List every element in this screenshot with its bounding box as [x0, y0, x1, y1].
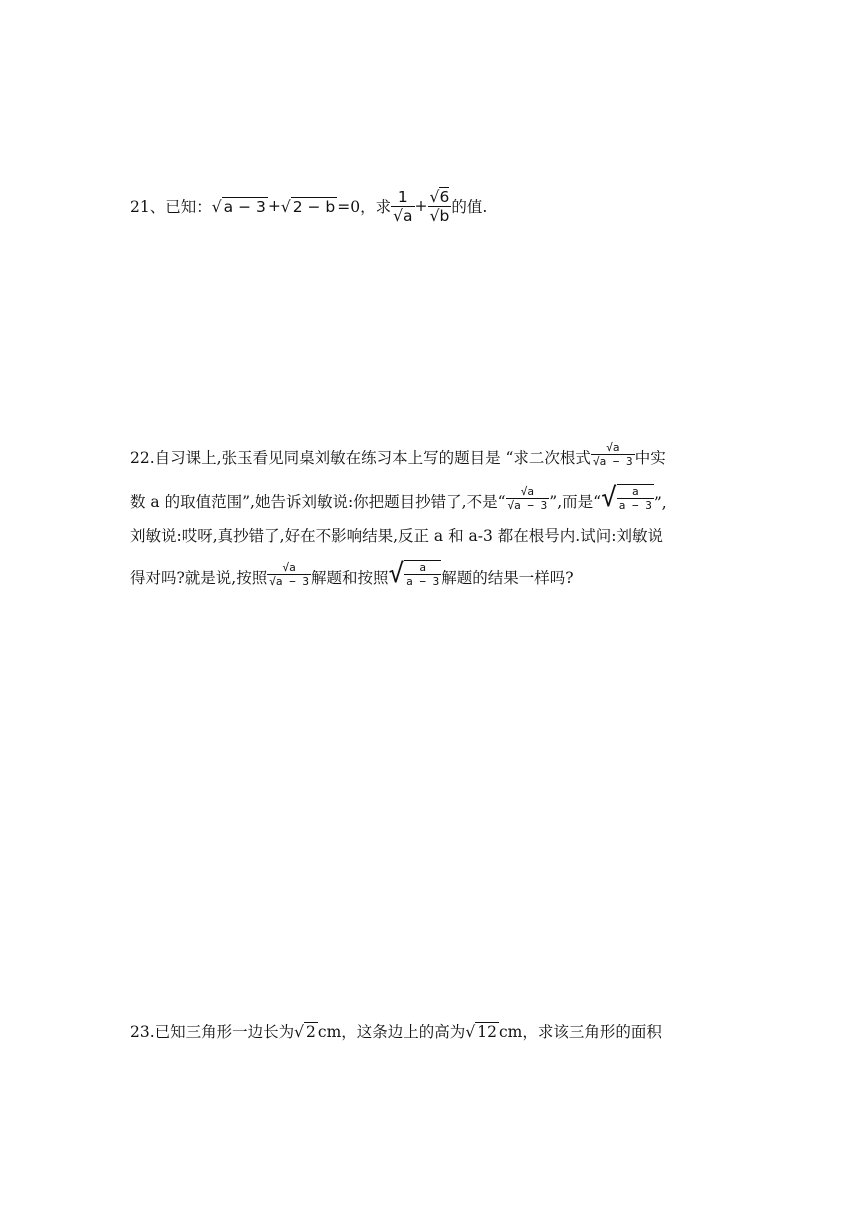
q22-line2-end: ”, [653, 494, 667, 512]
q22-line1-text: 22.自习课上,张玉看见同桌刘敏在练习本上写的题目是 “求二次根式 [130, 449, 591, 467]
q21-suffix: 的值. [451, 198, 488, 216]
sqrt-a-minus-3: √ a − 3 [211, 197, 266, 216]
q21-number: 21、 [130, 198, 166, 216]
q22-line3-text: 刘敏说:哎呀,真抄错了,好在不影响结果,反正 a 和 a-3 都在根号内.试问:刘敏说 [130, 527, 663, 545]
sqrt-of-fraction: √ $\frac{a}{a - 3}$ [388, 559, 440, 589]
q21-ask: 求 [375, 198, 392, 216]
sqrt-12: √ 12 [465, 1022, 497, 1041]
equals-zero: =0， [337, 198, 376, 216]
q23-text-b: cm，这条边上的高为 [317, 1023, 466, 1041]
fraction-sqrt-a-over-sqrt-a-minus-3: $\frac{√a}{√a - 3}$ [269, 561, 309, 588]
question-22-line-1 [130, 428, 666, 468]
fraction-1-over-sqrt-a: $\frac{1}{√a}$ [393, 187, 413, 225]
q22-line4-text: 得对吗?就是说,按照 [130, 569, 268, 587]
question-21 [130, 186, 487, 226]
q23-text-a: 23.已知三角形一边长为 [130, 1023, 295, 1041]
sqrt-of-fraction: √ $\frac{a}{a - 3}$ [601, 483, 652, 513]
q22-line1-end: 中实 [634, 449, 666, 467]
question-22-line-2 [130, 472, 667, 512]
question-22-line-4 [130, 548, 574, 588]
q22-line4-end: 解题的结果一样吗? [441, 569, 574, 587]
sqrt-2-minus-b: √ 2 − b [280, 197, 336, 216]
q22-line2-text: 数 a 的取值范围”,她告诉刘敏说:你把题目抄错了,不是“ [130, 493, 506, 511]
fraction-sqrt6-over-sqrt-b: $\frac{√6}{√b}$ [429, 187, 450, 225]
sqrt-2: √ 2 [294, 1022, 316, 1041]
question-22-line-3 [130, 524, 663, 546]
plus-sign-2: + [414, 197, 428, 215]
plus-sign: + [267, 197, 281, 215]
q23-text-c: cm，求该三角形的面积 [498, 1023, 662, 1041]
fraction-sqrt-a-over-sqrt-a-minus-3: $\frac{√a}{√a - 3}$ [592, 441, 633, 468]
fraction-sqrt-a-over-sqrt-a-minus-3: $\frac{√a}{√a - 3}$ [507, 485, 548, 512]
q22-line2-mid: ”,而是“ [549, 493, 602, 511]
q21-prefix: 已知： [165, 198, 212, 216]
q22-line4-mid: 解题和按照 [311, 569, 389, 587]
question-23 [130, 1020, 662, 1042]
